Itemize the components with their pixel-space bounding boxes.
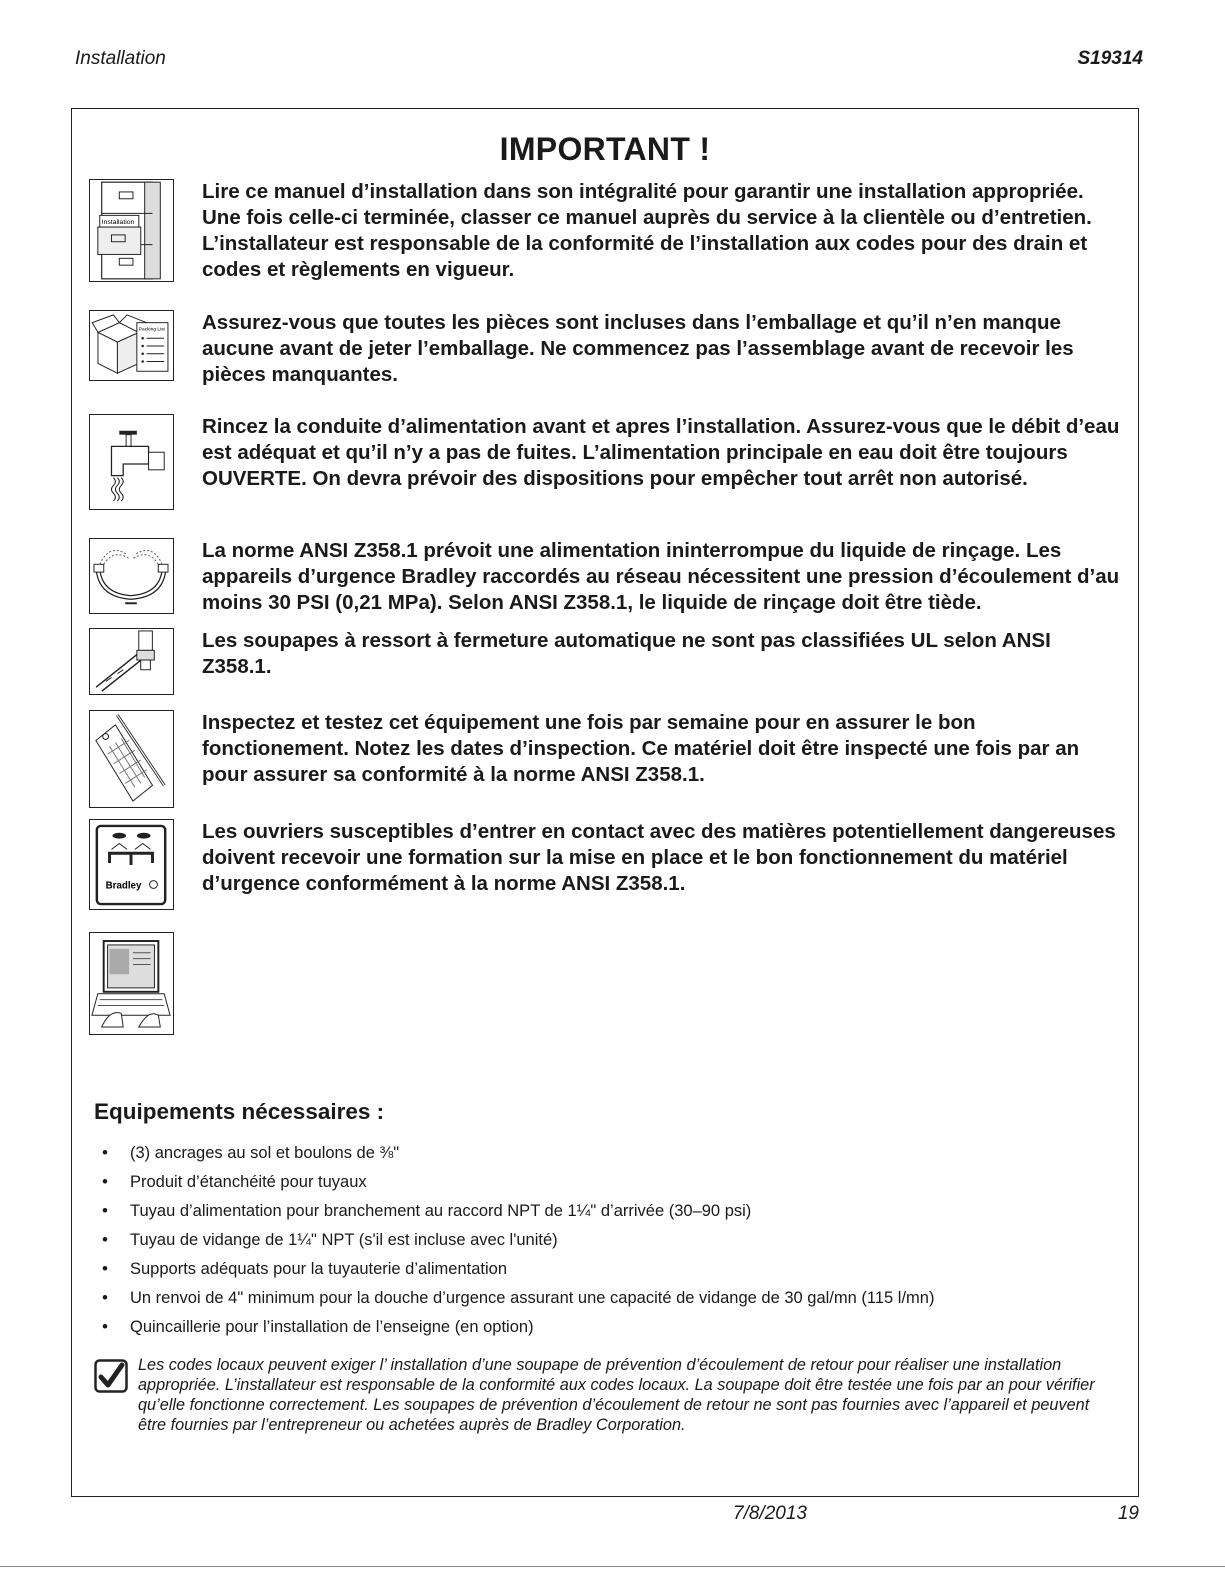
important-text: Assurez-vous que toutes les pièces sont incluses dans l’emballage et qu’il n’en manque aucune avant de jeter l’emballage. Ne commencez pas l’assemblage avant de recevoir les pièces manquantes. — [202, 311, 1074, 386]
filing-cabinet-label: Installation — [101, 219, 135, 227]
footer-page-number: 19 — [1117, 1503, 1139, 1524]
note-text: Les codes locaux peuvent exiger l’ installation d’une soupape de prévention d’écoulement de retour pour réaliser une installation appropriée. L’installateur est responsable de la conformité aux codes locaux. La soupape doit être testée une fois par an pour vérifier qu’elle fonctionne correctement. Les soupapes de prévention d’écoulement de retour ne sont pas fournies avec l’appareil et peuvent être fournies par l’entrepreneur ou achetées auprès de Bradley Corporation. — [138, 1356, 1095, 1434]
important-text: Les soupapes à ressort à fermeture automatique ne sont pas classifiées UL selon ANSI Z358.1. — [202, 629, 1051, 678]
important-text: Les ouvriers susceptibles d’entrer en contact avec des matières potentiellement dangereuses doivent recevoir une formation sur la mise en place et le bon fonctionnement du matériel d’urgence conformément à la norme ANSI Z358.1. — [202, 820, 1116, 895]
box-packing-list-icon — [89, 310, 174, 381]
important-text: Lire ce manuel d’installation dans son intégralité pour garantir une installation appropriée. Une fois celle-ci terminée, classer ce manuel auprès du service à la clientèle ou d’entretien. L’installateur est responsable de la conformité de l’installation aux codes pour des drain et codes et règlements en vigueur. — [202, 180, 1092, 281]
eyewash-spray-icon — [89, 538, 174, 614]
important-text: Rincez la conduite d’alimentation avant et apres l’installation. Assurez-vous que le débit d’eau est adéquat et qu’il n’y a pas de fuites. L’alimentation principale en eau doit être toujours OUVERTE. On devra prévoir des dispositions pour empêcher tout arrêt non autorisé. — [202, 415, 1120, 490]
emergency-sign-icon — [89, 819, 174, 910]
list-item: • Un renvoi de 4" minimum pour la douche d’urgence assurant une capacité de vidange de 30 gal/mn (115 l/mn) — [94, 1288, 934, 1317]
important-title: IMPORTANT ! — [499, 131, 711, 167]
filing-cabinet-icon — [89, 179, 174, 282]
list-item: • Produit d’étanchéité pour tuyaux — [94, 1172, 934, 1201]
important-box — [71, 108, 1139, 1497]
laptop-website-icon — [89, 932, 174, 1035]
spring-valve-icon — [89, 628, 174, 695]
bradley-brand-label: Bradley — [105, 880, 142, 892]
checkmark-icon — [94, 1359, 128, 1393]
faucet-flushing-icon — [89, 414, 174, 510]
equipment-title: Equipements nécessaires : — [94, 1099, 385, 1124]
list-item: • Quincaillerie pour l’installation de l’enseigne (en option) — [94, 1317, 934, 1346]
packing-list-label: Packing List — [138, 327, 165, 333]
inspection-tag-pencil-icon — [89, 710, 174, 808]
list-item: • Tuyau de vidange de 1¼" NPT (s'il est incluse avec l'unité) — [94, 1230, 934, 1259]
header-doc-number: S19314 — [1077, 48, 1143, 69]
list-item: • (3) ancrages au sol et boulons de ⅜" — [94, 1143, 934, 1172]
equipment-list — [94, 1143, 934, 1346]
important-text: La norme ANSI Z358.1 prévoit une alimentation ininterrompue du liquide de rinçage. Les appareils d’urgence Bradley raccordés au réseau nécessitent une pression d’écoulement d’au moins 30 PSI (0,21 MPa). Selon ANSI Z358.1, le liquide de rinçage doit être tiède. — [202, 539, 1120, 614]
header-section: Installation — [75, 48, 166, 69]
list-item: • Supports adéquats pour la tuyauterie d’alimentation — [94, 1259, 934, 1288]
bottom-rule — [0, 1566, 1225, 1567]
list-item: • Tuyau d’alimentation pour branchement au raccord NPT de 1¼" d’arrivée (30–90 psi) — [94, 1201, 934, 1230]
footer-date: 7/8/2013 — [733, 1503, 807, 1524]
important-text: Inspectez et testez cet équipement une fois par semaine pour en assurer le bon fonctionement. Notez les dates d’inspection. Ce matériel doit être inspecté une fois par an pour assurer sa conformité à la norme ANSI Z358.1. — [202, 711, 1080, 786]
